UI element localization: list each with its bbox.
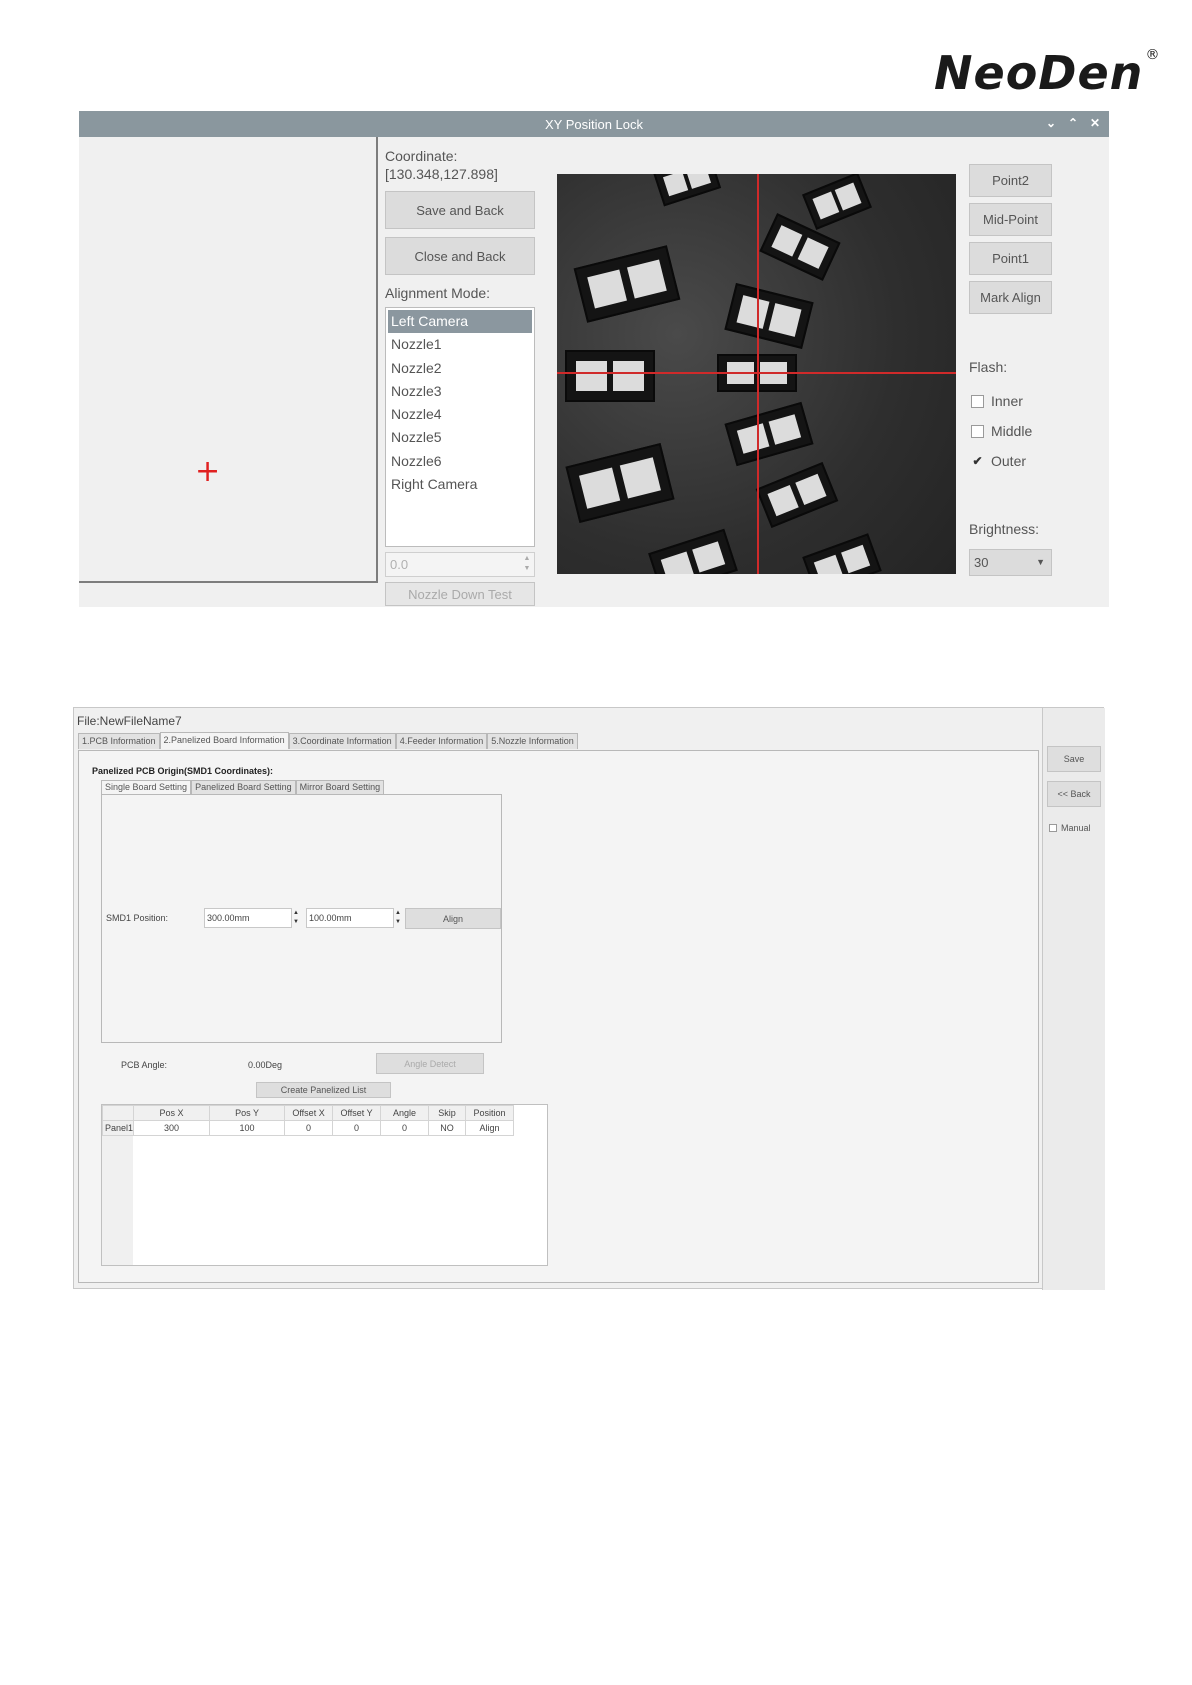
chevron-down-icon: ▼ [1036,557,1045,567]
checkbox-icon[interactable] [1049,824,1057,832]
single-board-panel [101,794,502,1043]
title-bar [79,111,1109,137]
back-button[interactable]: << Back [1047,781,1101,807]
alignment-mode-label: Alignment Mode: [385,285,491,301]
mode-item-nozzle1[interactable]: Nozzle1 [391,336,442,353]
row-header[interactable]: Panel1 [103,1121,134,1136]
create-panelized-list-button[interactable]: Create Panelized List [256,1082,391,1098]
column-header[interactable]: Pos Y [210,1106,285,1121]
mode-item-nozzle5[interactable]: Nozzle5 [391,429,442,446]
left-preview-pane [79,137,378,583]
section-title: Panelized PCB Origin(SMD1 Coordinates): [92,766,274,776]
flash-outer-checkbox[interactable]: ✔ Outer [972,453,1027,469]
flash-label: Flash: [969,359,1008,375]
manual-checkbox[interactable]: Manual [1049,823,1091,833]
checkmark-icon[interactable]: ✔ [972,453,983,468]
camera-crosshair-vertical [757,174,759,574]
table-cell[interactable]: 100 [210,1121,285,1136]
coordinate-label: Coordinate: [385,148,458,164]
mode-item-nozzle3[interactable]: Nozzle3 [391,382,442,399]
component-image [565,350,655,402]
column-header[interactable]: Skip [429,1106,466,1121]
neoden-logo: NeoDen ® [934,46,1161,100]
maximize-icon[interactable]: ⌃ [1067,116,1079,130]
mark-align-button[interactable]: Mark Align [969,281,1052,314]
point1-button[interactable]: Point1 [969,242,1052,275]
tab-pcb-information[interactable]: 1.PCB Information [78,733,160,749]
xy-position-lock-window [79,111,1109,607]
mode-item-right-camera[interactable]: Right Camera [391,476,478,493]
tab-coordinate-information[interactable]: 3.Coordinate Information [289,733,396,749]
spin-arrows-icon[interactable]: ▲ ▼ [523,555,531,572]
mode-item-nozzle4[interactable]: Nozzle4 [391,406,442,423]
angle-detect-button[interactable]: Angle Detect [376,1053,484,1074]
table-header-row [103,1106,514,1121]
column-header[interactable]: Offset Y [333,1106,381,1121]
save-and-back-button[interactable]: Save and Back [385,191,535,229]
smd1-y-input[interactable]: 100.00mm ▲ ▼ [306,908,394,928]
flash-inner-checkbox[interactable]: Inner [971,393,1023,409]
camera-view[interactable] [557,174,956,574]
alignment-mode-list[interactable] [385,307,535,547]
spin-arrows-icon[interactable]: ▲ ▼ [293,910,299,925]
offset-spinbox[interactable]: 0.0 ▲ ▼ [385,552,535,577]
column-header[interactable]: Pos X [134,1106,210,1121]
table-cell[interactable]: NO [429,1121,466,1136]
checkbox-icon[interactable] [971,395,984,408]
crosshair-icon: + [195,454,221,489]
column-header[interactable]: Angle [381,1106,429,1121]
tab-single-board-setting[interactable]: Single Board Setting [101,780,191,794]
mid-point-button[interactable]: Mid-Point [969,203,1052,236]
tab-panelized-board-information[interactable]: 2.Panelized Board Information [160,732,289,749]
tab-panelized-board-setting[interactable]: Panelized Board Setting [191,780,296,794]
coordinate-value: [130.348,127.898] [385,166,498,182]
minimize-icon[interactable]: ⌄ [1045,116,1057,130]
pcb-angle-value: 0.00Deg [248,1060,283,1070]
table-cell[interactable]: 0 [381,1121,429,1136]
sub-tabs [101,780,384,794]
table-cell[interactable]: 0 [285,1121,333,1136]
nozzle-down-test-button[interactable]: Nozzle Down Test [385,582,535,606]
mode-item-nozzle6[interactable]: Nozzle6 [391,452,442,469]
mode-item-left-camera[interactable]: Left Camera [388,310,532,333]
table-row[interactable] [103,1121,514,1136]
align-button[interactable]: Align [405,908,501,929]
tab-feeder-information[interactable]: 4.Feeder Information [396,733,488,749]
checkbox-icon[interactable] [971,425,984,438]
tab-mirror-board-setting[interactable]: Mirror Board Setting [296,780,385,794]
panel-table [101,1104,548,1266]
mode-item-nozzle2[interactable]: Nozzle2 [391,359,442,376]
panelized-board-window [73,707,1104,1289]
tab-nozzle-information[interactable]: 5.Nozzle Information [487,733,578,749]
brightness-select[interactable]: 30 ▼ [969,549,1052,576]
column-header[interactable]: Offset X [285,1106,333,1121]
smd1-position-label: SMD1 Position: [106,913,169,923]
main-tabs [78,733,578,749]
corner-cell [103,1106,134,1121]
table-cell[interactable]: Align [466,1121,514,1136]
tab-content [78,750,1039,1283]
table-cell[interactable]: 0 [333,1121,381,1136]
smd1-x-input[interactable]: 300.00mm ▲ ▼ [204,908,292,928]
column-header[interactable]: Position [466,1106,514,1121]
table-cell[interactable]: 300 [134,1121,210,1136]
window-title: XY Position Lock [544,117,644,132]
pcb-angle-label: PCB Angle: [121,1060,168,1070]
flash-middle-checkbox[interactable]: Middle [971,423,1032,439]
brightness-label: Brightness: [969,521,1040,537]
point2-button[interactable]: Point2 [969,164,1052,197]
spin-arrows-icon[interactable]: ▲ ▼ [395,910,401,925]
file-name-label: File:NewFileName7 [77,714,182,728]
close-icon[interactable]: ✕ [1089,116,1101,130]
save-button[interactable]: Save [1047,746,1101,772]
close-and-back-button[interactable]: Close and Back [385,237,535,275]
side-panel [1043,708,1105,1290]
